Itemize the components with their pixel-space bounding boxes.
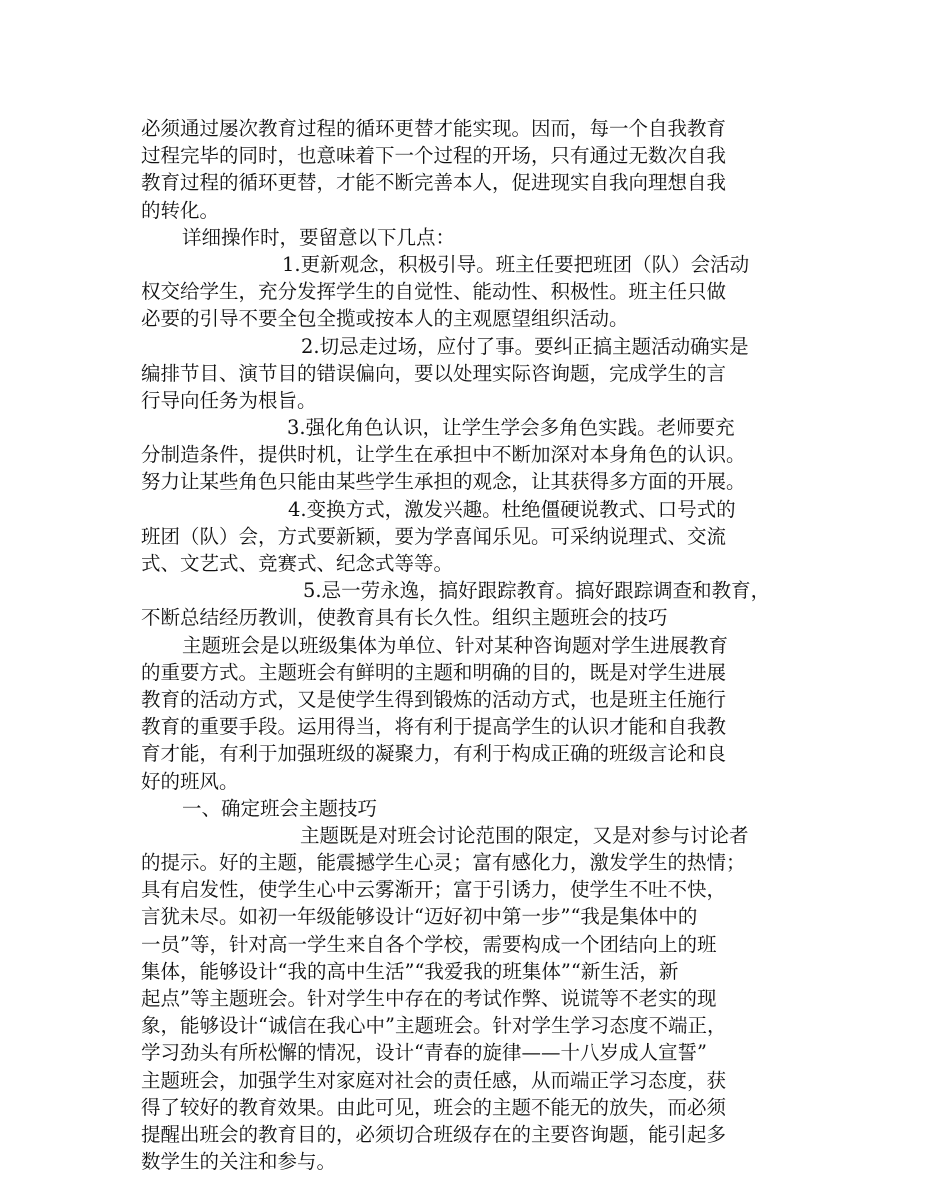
text-line: 提醒出班会的教育目的，必须切合班级存在的主要咨询题，能引起多 [141, 1122, 727, 1146]
text-line: 具有启发性，使学生心中云雾渐开；富于引诱力，使学生不吐不快， [141, 878, 727, 902]
paragraph-start: 主题班会是以班级集体为单位、针对某种咨询题对学生进展教育 [182, 633, 729, 657]
list-item-heading: 1.更新观念，积极引导。班主任要把班团（队）会活动 [282, 252, 750, 276]
text-line: 教育的重要手段。运用得当，将有利于提高学生的认识才能和自我教 [141, 715, 727, 739]
text-line: 象，能够设计“诚信在我心中”主题班会。针对学生学习态度不端正， [141, 1014, 727, 1038]
text-line: 教育的活动方式，又是使学生得到锻炼的活动方式，也是班主任施行 [141, 687, 727, 711]
text-line: 主题班会，加强学生对家庭对社会的责任感，从而端正学习态度，获 [141, 1068, 727, 1092]
text-line: 编排节目、演节目的错误偏向，要以处理实际咨询题，完成学生的言 [141, 361, 727, 385]
text-line: 详细操作时，要留意以下几点： [182, 225, 456, 249]
paragraph-start: 主题既是对班会讨论范围的限定，又是对参与讨论者 [300, 823, 749, 847]
body-text [141, 115, 826, 1175]
text-line: 式、文艺式、竞赛式、纪念式等等。 [141, 552, 454, 575]
text-line: 教育过程的循环更替，才能不断完善本人，促进现实自我向理想自我 [141, 171, 727, 195]
text-line: 努力让某些角色只能由某些学生承担的观念，让其获得多方面的开展。 [141, 470, 746, 494]
text-line: 的提示。好的主题，能震撼学生心灵；富有感化力，激发学生的热情； [141, 851, 746, 875]
text-line: 的重要方式。主题班会有鲜明的主题和明确的目的，既是对学生进展 [141, 660, 727, 684]
text-line: 育才能，有利于加强班级的凝聚力，有利于构成正确的班级言论和良 [141, 742, 727, 766]
text-line: 不断总结经历教训，使教育具有长久性。组织主题班会的技巧 [141, 606, 668, 630]
text-line: 学习劲头有所松懈的情况，设计“青春的旋律——十八岁成人宣誓” [141, 1041, 707, 1065]
text-line: 权交给学生，充分发挥学生的自觉性、能动性、积极性。班主任只做 [141, 280, 727, 304]
text-line: 过程完毕的同时，也意味着下一个过程的开场，只有通过无数次自我 [141, 144, 727, 168]
text-line: 得了较好的教育效果。由此可见，班会的主题不能无的放失，而必须 [141, 1095, 727, 1119]
text-line: 行导向任务为根旨。 [141, 388, 317, 412]
text-line: 言犹未尽。如初一年级能够设计“迈好初中第一步”“我是集体中的 [141, 905, 698, 929]
list-item-heading: 2.切忌走过场，应付了事。要纠正搞主题活动确实是 [301, 334, 749, 358]
text-line: 班团（队）会，方式要新颖，要为学喜闻乐见。可采纳说理式、交流 [141, 524, 727, 548]
text-line: 集体，能够设计“我的高中生活”“我爱我的班集体”“新生活，新 [141, 959, 679, 983]
text-line: 好的班风。 [141, 769, 239, 793]
text-line: 一员”等，针对高一学生来自各个学校，需要构成一个团结向上的班 [141, 932, 717, 956]
text-line: 的转化。 [141, 198, 220, 222]
list-item-heading: 5.忌一劳永逸，搞好跟踪教育。搞好跟踪调查和教育， [303, 579, 771, 603]
list-item-heading: 4.变换方式，激发兴趣。杜绝僵硬说教式、口号式的 [288, 497, 736, 521]
text-line: 必要的引导不要全包全揽或按本人的主观愿望组织活动。 [141, 307, 629, 331]
text-line: 起点”等主题班会。针对学生中存在的考试作弊、说谎等不老实的现 [141, 987, 717, 1010]
text-line: 数学生的关注和参与。 [141, 1150, 337, 1174]
section-heading: 一、确定班会主题技巧 [182, 796, 378, 820]
text-line: 分制造条件，提供时机，让学生在承担中不断加深对本身角色的认识。 [141, 443, 746, 467]
text-line: 必须通过屡次教育过程的循环更替才能实现。因而，每一个自我教育 [141, 117, 727, 140]
list-item-heading: 3.强化角色认识，让学生学会多角色实践。老师要充 [287, 416, 735, 440]
